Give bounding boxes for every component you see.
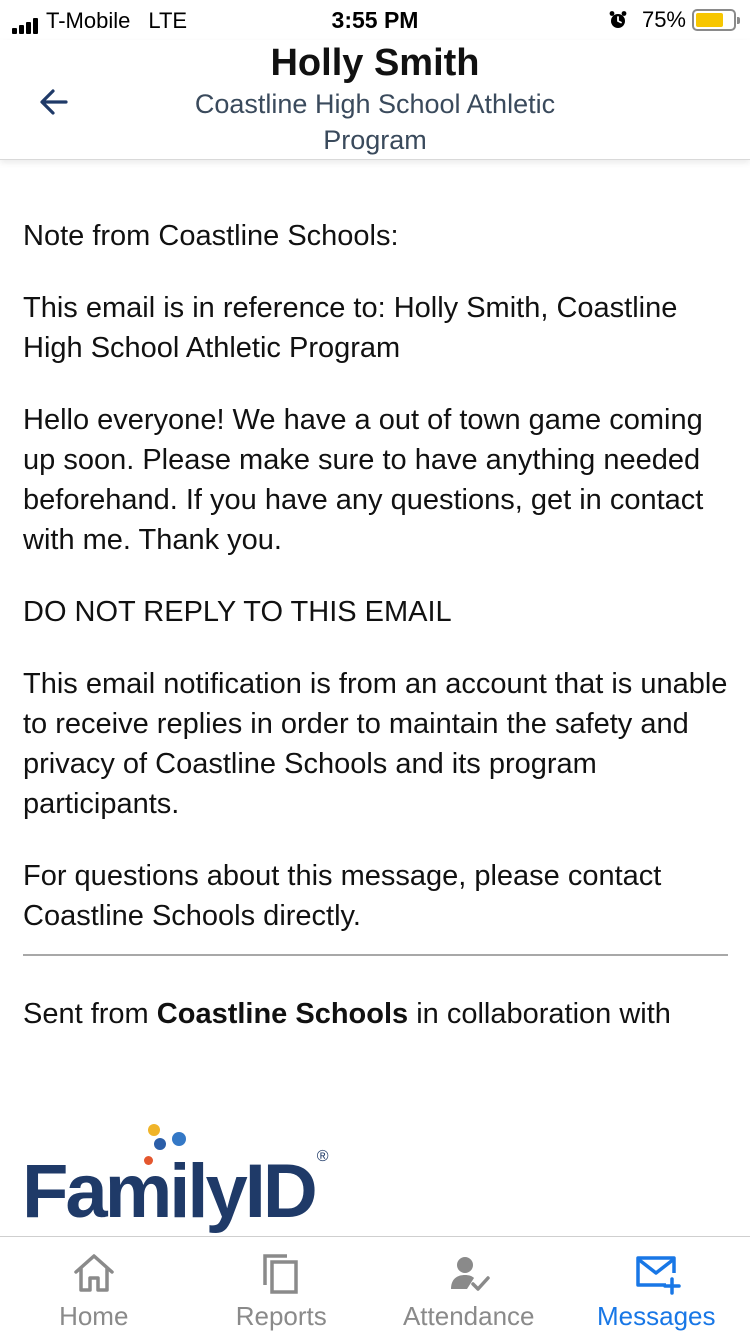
message-body (23, 216, 728, 1066)
page-subtitle: Coastline High School Athletic Program (194, 89, 556, 155)
tab-reports[interactable] (188, 1237, 376, 1334)
battery-icon (692, 9, 736, 31)
tab-messages[interactable] (563, 1237, 750, 1334)
divider (23, 954, 728, 956)
sent-from (23, 994, 728, 1034)
tab-label: Reports (235, 1301, 327, 1331)
carrier-name: T-Mobile (46, 8, 131, 33)
familyid-logo (22, 1118, 329, 1236)
no-reply-notice: DO NOT REPLY TO THIS EMAIL (23, 596, 452, 628)
tab-label: Attendance (402, 1301, 535, 1331)
logo-text: FamilyID ® (22, 1148, 329, 1234)
sent-from-suffix: in collaboration with (408, 998, 671, 1030)
tab-attendance[interactable] (375, 1237, 563, 1334)
alarm-icon (608, 10, 628, 30)
contact-info: For questions about this message, please contact Coastline Schools directly. (23, 860, 662, 932)
tab-bar (0, 1236, 750, 1334)
header (0, 40, 750, 160)
tab-home[interactable] (0, 1237, 188, 1334)
home-icon (68, 1247, 120, 1299)
message-reference: This email is in reference to: Holly Smith, Coastline High School Athletic Program (23, 292, 678, 364)
attendance-icon (443, 1247, 495, 1299)
tab-label: Home (59, 1301, 129, 1331)
status-time: 3:55 PM (331, 7, 419, 33)
status-bar (0, 0, 750, 40)
message-intro: Note from Coastline Schools: (23, 220, 399, 252)
messages-icon (630, 1247, 682, 1299)
battery-fill (696, 13, 723, 27)
page-title: Holly Smith (270, 42, 480, 84)
battery-percent: 75% (641, 7, 686, 32)
sent-from-org: Coastline Schools (156, 998, 409, 1030)
arrow-left-icon[interactable] (36, 84, 72, 120)
sent-from-prefix: Sent from (23, 998, 157, 1030)
notification-disclaimer: This email notification is from an account that is unable to receive replies in order to maintain the safety and privacy of Coastline Schools and its program participants. (23, 668, 728, 820)
network-type: LTE (148, 8, 188, 33)
reports-icon (255, 1247, 307, 1299)
message-text: Hello everyone! We have a out of town game coming up soon. Please make sure to have anything needed beforehand. If you have any questions, get in contact with me. Thank you. (23, 404, 704, 556)
status-right (608, 7, 736, 33)
tab-label: Messages (597, 1301, 716, 1331)
